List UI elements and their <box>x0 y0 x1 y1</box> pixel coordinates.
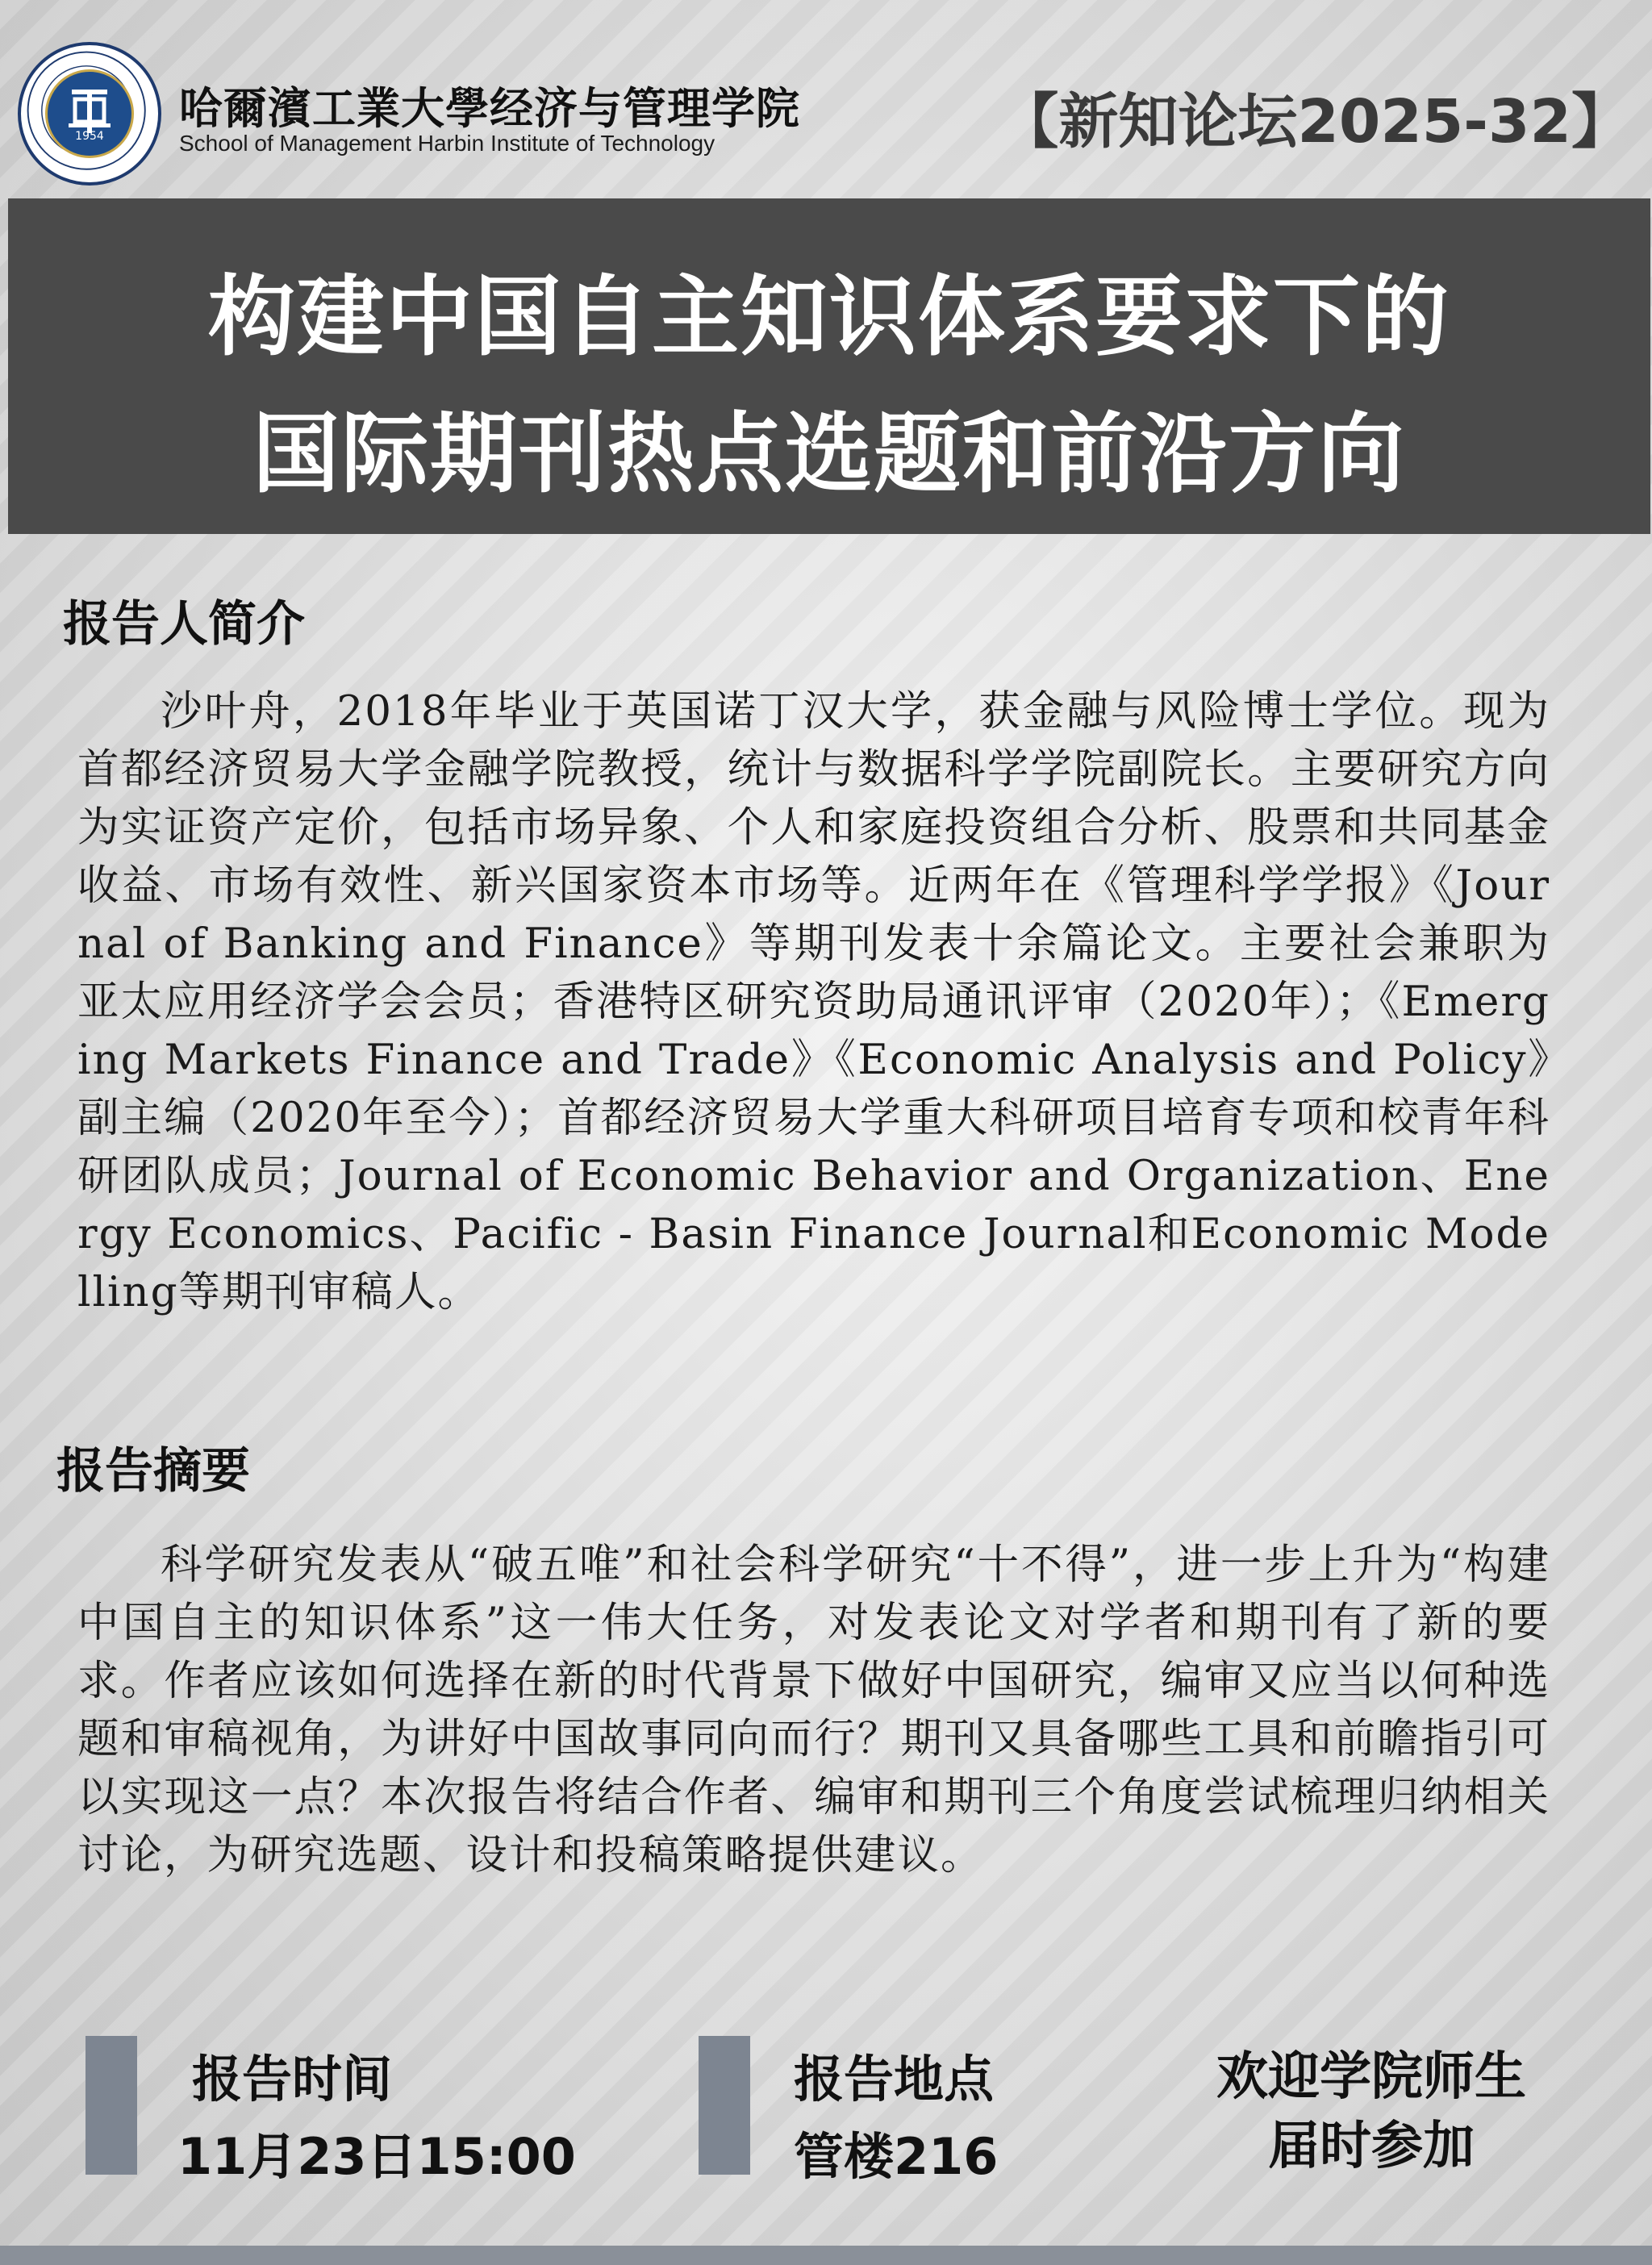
bottom-strip <box>0 2246 1652 2265</box>
time-accent-bar <box>86 2036 137 2175</box>
logo-emblem <box>45 69 134 158</box>
title-line-2: 国际期刊热点选题和前沿方向 <box>252 404 1406 505</box>
place-accent-bar <box>699 2036 750 2175</box>
logo-year-icon: 1954 <box>75 130 104 143</box>
place-label: 报告地点 <box>794 2050 995 2109</box>
time-value: 11月23日15:00 <box>177 2127 576 2186</box>
school-logo <box>18 42 161 186</box>
welcome-line-1: 欢迎学院师生 <box>1216 2047 1526 2107</box>
speaker-heading: 报告人简介 <box>63 596 305 653</box>
speaker-bio: 沙叶舟，2018年毕业于英国诺丁汉大学，获金融与风险博士学位。现为首都经济贸易大学金融学院教授，统计与数据科学学院副院长。主要研究方向为实证资产定价，包括市场异象、个人和家庭投资组合分析、股票和共同基金收益、市场有效性、新兴国家资本市场等。近两年在《管理科学学报》《Journal of Banking and Finance》等期刊发表十余篇论文。主要社会兼职为亚太应用经济学会会员；香港特区研究资助局通讯评审（2020年）；《Emerging Markets Finance and Trade》《Economic Analysis and Policy》副主编（2020年至今）；首都经济贸易大学重大科研项目培育专项和校青年科研团队成员；Journal of Economic Behavior and Organization、Energy Economics、Pacific - Basin Finance Journal和Economic Modelling等期刊审稿人。 <box>77 687 1550 1316</box>
time-label: 报告时间 <box>192 2050 393 2109</box>
school-name-en: School of Management Harbin Institute of Technology <box>179 131 715 156</box>
welcome-line-2: 届时参加 <box>1268 2117 1475 2176</box>
logo-glyph-icon <box>48 72 131 156</box>
abstract-text: 科学研究发表从“破五唯”和社会科学研究“十不得”，进一步上升为“构建中国自主的知识体系”这一伟大任务，对发表论文对学者和期刊有了新的要求。作者应该如何选择在新的时代背景下做好中国研究，编审又应当以何种选题和审稿视角，为讲好中国故事同向而行？期刊又具备哪些工具和前瞻指引可以实现这一点？本次报告将结合作者、编审和期刊三个角度尝试梳理归纳相关讨论，为研究选题、设计和投稿策略提供建议。 <box>77 1541 1550 1879</box>
welcome-message <box>1162 2042 1581 2181</box>
header <box>0 0 1652 194</box>
place-value: 管楼216 <box>794 2127 999 2186</box>
forum-tag: 【新知论坛2025-32】 <box>999 87 1631 156</box>
school-name-cn: 哈爾濱工業大學经济与管理学院 <box>179 82 800 134</box>
title-band <box>8 198 1650 534</box>
title-line-1: 构建中国自主知识体系要求下的 <box>207 267 1450 368</box>
abstract-heading: 报告摘要 <box>56 1443 250 1500</box>
